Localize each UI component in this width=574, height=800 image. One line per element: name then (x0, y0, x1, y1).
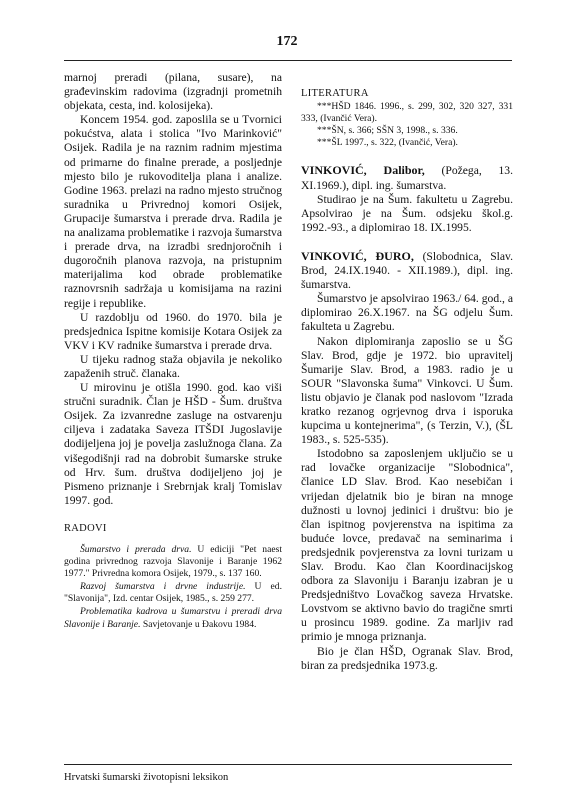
right-column (301, 73, 513, 673)
footer-rule (64, 764, 512, 765)
footer-title: Hrvatski šumarski životopisni leksikon (64, 772, 229, 783)
section-heading-radovi: RADOVI (64, 522, 107, 534)
entry-meta: (Požega, 13. XI.1969.), dipl. ing. šumarstva. (301, 164, 514, 192)
literature-item: ***HŠD 1846. 1996., s. 299, 302, 320 327, 331 333, (Ivančić Vera). (301, 101, 513, 125)
work-details: Savjetovanje u Đakovu 1984. (140, 618, 257, 630)
work-item (64, 581, 282, 605)
work-details: U ed. "Slavonija", Izd. centar Osijek, 1985., s. 259 277. (64, 581, 282, 605)
left-column (64, 71, 282, 632)
paragraph: U razdoblju od 1960. do 1970. bila je predsjednica Ispitne komisije Kotara Osijek za VKV i KV radnike šumarstva i prerade drva. (64, 310, 282, 352)
paragraph: marnoj preradi (pilana, susare), na građevinskim radovima (izgradnji prometnih objekata, cesta, ind. kolosijeka). (64, 71, 282, 113)
entry-name: VINKOVIĆ, Dalibor, (301, 163, 425, 178)
literature-list (301, 101, 513, 149)
work-item (64, 606, 282, 630)
paragraph: Studirao je na Šum. fakultetu u Zagrebu. Apsolvirao je na Šum. odsjeku škol.g. 1992.-93., a diplomirao 18. IX.1995. (301, 192, 513, 234)
work-item (64, 544, 282, 580)
header-rule (64, 60, 512, 61)
paragraph: Istodobno sa zaposlenjem uključio se u rad lovačke organizacije "Slobodnica", članice LD Slav. Brod. Kao nesebičan i vrijedan djelatnik bio je biran na mnoge dužnosti u lovnoj jedinici i društvu: bio je član ispitnog povjerenstva na ispitima za buduće lovce, predavač na seminarima i predsjednik povjerenstva za lovni turizam u Slav. Brodu. Kao član Koordinacijskog odbora za Slavoniju i Baranju izabran je u Predsjedništvo Lovačkog saveza Hrvatske. Lovstvom se aktivno bavio do tragične smrti u prosincu 1989. godine. Za marljiv rad primio je mnoga priznanja. (301, 447, 513, 644)
literature-item: ***ŠL 1997., s. 322, (Ivančić, Vera). (317, 137, 458, 149)
work-title: Problematika kadrova u šumarstvu i preradi drva Slavonije i Baranje. (64, 606, 282, 630)
paragraph: U mirovinu je otišla 1990. god. kao viši stručni suradnik. Član je HŠD - Šum. društva Osijek. Za izvanredne zasluge na ostvarenju ciljeva i zadataka Saveza ITŠDI Jugoslavije dodijeljena joj je povelja zaslužnoga člana. Za višegodišnji rad na dobrobit šumarske struke od Hrv. šum. društva dodijeljeno joj je Pismeno priznanje i Srebrnjak kralj Tomislav 1997. god. (64, 381, 282, 507)
entry-heading (301, 163, 513, 192)
work-title: Šumarstvo i prerada drva. (80, 544, 192, 555)
page-number: 172 (276, 34, 298, 49)
work-title: Razvoj šumarstva i drvne industrije. (80, 581, 246, 593)
work-details: U ediciji "Pet naest godina privrednog razvoja Slavonije i Baranje 1962 1977." Privredna komora Osijek, 1979., s. 137 160. (64, 544, 282, 580)
paragraph: Šumarstvo je apsolvirao 1963./ 64. god., a diplomirao 26.X.1967. na ŠG odjelu Šum. fakulteta u Zagrebu. (301, 292, 513, 334)
paragraph: U tijeku radnog staža objavila je nekoliko zapaženih struč. članaka. (64, 352, 282, 380)
entry-heading (301, 249, 513, 292)
works-list (64, 544, 282, 631)
entry-name: VINKOVIĆ, ĐURO, (301, 248, 414, 263)
entry-meta: (Slobodnica, Slav. Brod, 24.IX.1940. - XII.1989.), dipl. ing. šumarstva. (301, 249, 513, 292)
literature-item: ***ŠN, s. 366; SŠN 3, 1998., s. 336. (317, 125, 458, 137)
paragraph: Nakon diplomiranja zaposlio se u ŠG Slav. Brod, gdje je 1972. bio upravitelj Šumarije Slav. Brod, a 1983. radio je u SOUR "Slavonska šuma" Vinkovci. U Šum. listu objavio je članak pod naslovom "Izrada kratko rezanog ogrjevnog drva i isporuka kupcima u kontejnerima", (s Terzin, V.), (ŠL 1983., s. 525-535). (301, 334, 513, 447)
paragraph: Bio je član HŠD, Ogranak Slav. Brod, biran za predsjednika 1973.g. (301, 644, 513, 672)
section-heading-literatura: LITERATURA (301, 88, 369, 99)
paragraph: Koncem 1954. god. zaposlila se u Tvornici pokućstva, alata i stolica "Ivo Marinković" Osijek. Radila je na raznim radnim mjestima od primarne do finalne prerade, a posljednje mjesto bilo je rukovoditelja plana i analize. Godine 1963. prelazi na radno mjesto stručnog suradnika u Privrednoj komori Osijek, Grupacije šumarstva i prerade drva. Radila je na analizama problematike i razvoja šumarstva i prerade drva, na izradbi srednjoročnih i dugoročnih planova razvoja, na pristupnim materijalima kod obrade problematike raznovrsnih sadržaja u komisijama na razini regije i republike. (64, 113, 282, 310)
